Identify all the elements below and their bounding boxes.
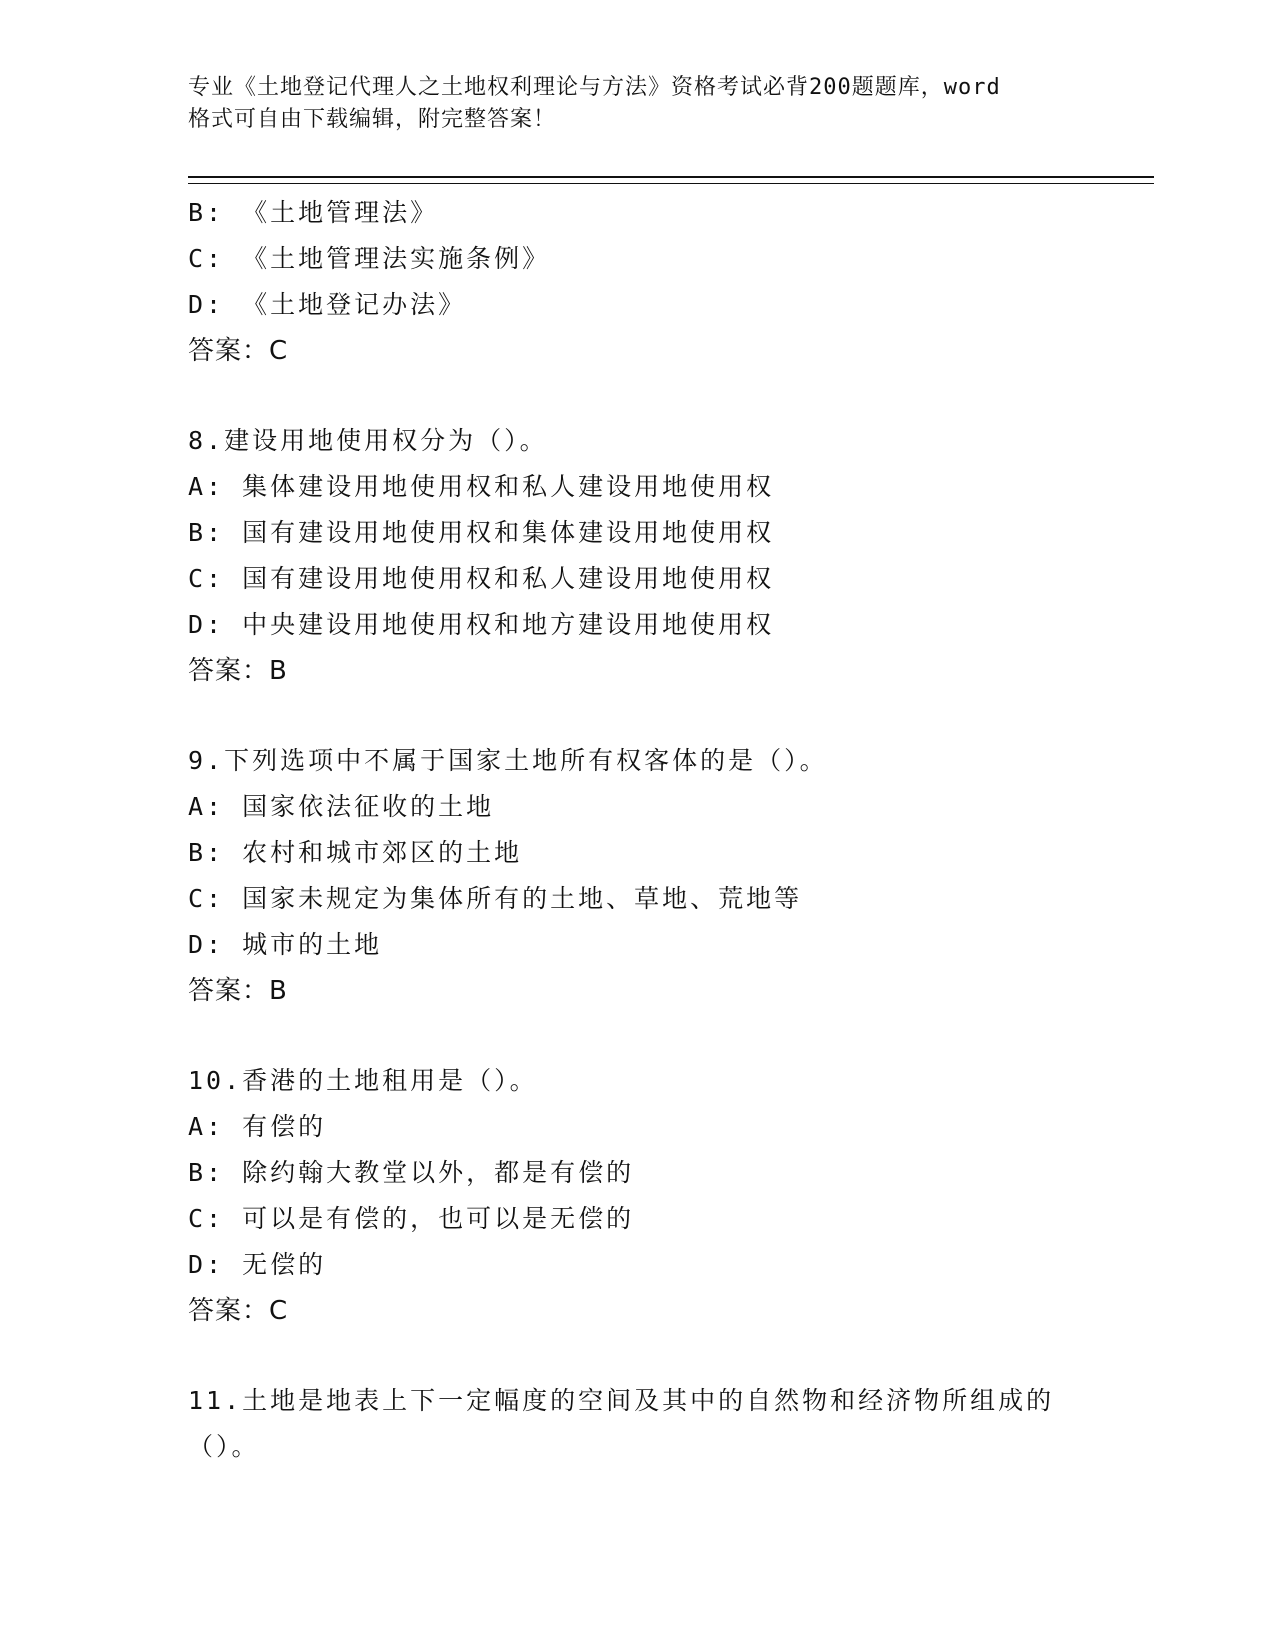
spacer — [188, 1334, 1088, 1378]
option-c: C: 可以是有偿的，也可以是无偿的 — [188, 1204, 635, 1233]
option-c: C: 国有建设用地使用权和私人建设用地使用权 — [188, 564, 775, 593]
question-stem-line-1: 11.土地是地表上下一定幅度的空间及其中的自然物和经济物所组成的 — [188, 1386, 1055, 1415]
spacer — [188, 694, 1088, 738]
question-stem: 10.香港的土地租用是（）。 — [188, 1066, 538, 1095]
option-a: A: 集体建设用地使用权和私人建设用地使用权 — [188, 472, 775, 501]
answer: 答案：B — [188, 976, 288, 1006]
option-a: A: 有偿的 — [188, 1112, 327, 1141]
option-b: B: 农村和城市郊区的土地 — [188, 838, 523, 867]
option-d: D: 无偿的 — [188, 1250, 327, 1279]
question-stem-line-2: （）。 — [188, 1432, 260, 1461]
option-a: A: 国家依法征收的土地 — [188, 792, 495, 821]
question-11 — [188, 1378, 1088, 1470]
option-d: D: 《土地登记办法》 — [188, 290, 467, 319]
option-d: D: 城市的土地 — [188, 930, 383, 959]
option-b: B: 《土地管理法》 — [188, 198, 439, 227]
answer: 答案：C — [188, 1296, 289, 1326]
header-line-1: 专业《土地登记代理人之土地权利理论与方法》资格考试必背200题题库，word — [188, 75, 1001, 100]
spacer — [188, 1014, 1088, 1058]
option-d: D: 中央建设用地使用权和地方建设用地使用权 — [188, 610, 775, 639]
question-stem: 8.建设用地使用权分为（）。 — [188, 426, 548, 455]
question-7-tail — [188, 190, 1088, 374]
header-line-2: 格式可自由下载编辑，附完整答案！ — [188, 107, 557, 132]
document-header — [188, 72, 1068, 136]
header-divider — [188, 176, 1154, 184]
option-b: B: 除约翰大教堂以外，都是有偿的 — [188, 1158, 635, 1187]
spacer — [188, 374, 1088, 418]
answer: 答案：B — [188, 656, 288, 686]
answer: 答案：C — [188, 336, 289, 366]
question-8 — [188, 418, 1088, 694]
question-stem: 9.下列选项中不属于国家土地所有权客体的是（）。 — [188, 746, 828, 775]
option-c: C: 《土地管理法实施条例》 — [188, 244, 551, 273]
option-c: C: 国家未规定为集体所有的土地、草地、荒地等 — [188, 884, 803, 913]
question-10 — [188, 1058, 1088, 1334]
question-9 — [188, 738, 1088, 1014]
option-b: B: 国有建设用地使用权和集体建设用地使用权 — [188, 518, 775, 547]
question-list — [188, 190, 1088, 1470]
